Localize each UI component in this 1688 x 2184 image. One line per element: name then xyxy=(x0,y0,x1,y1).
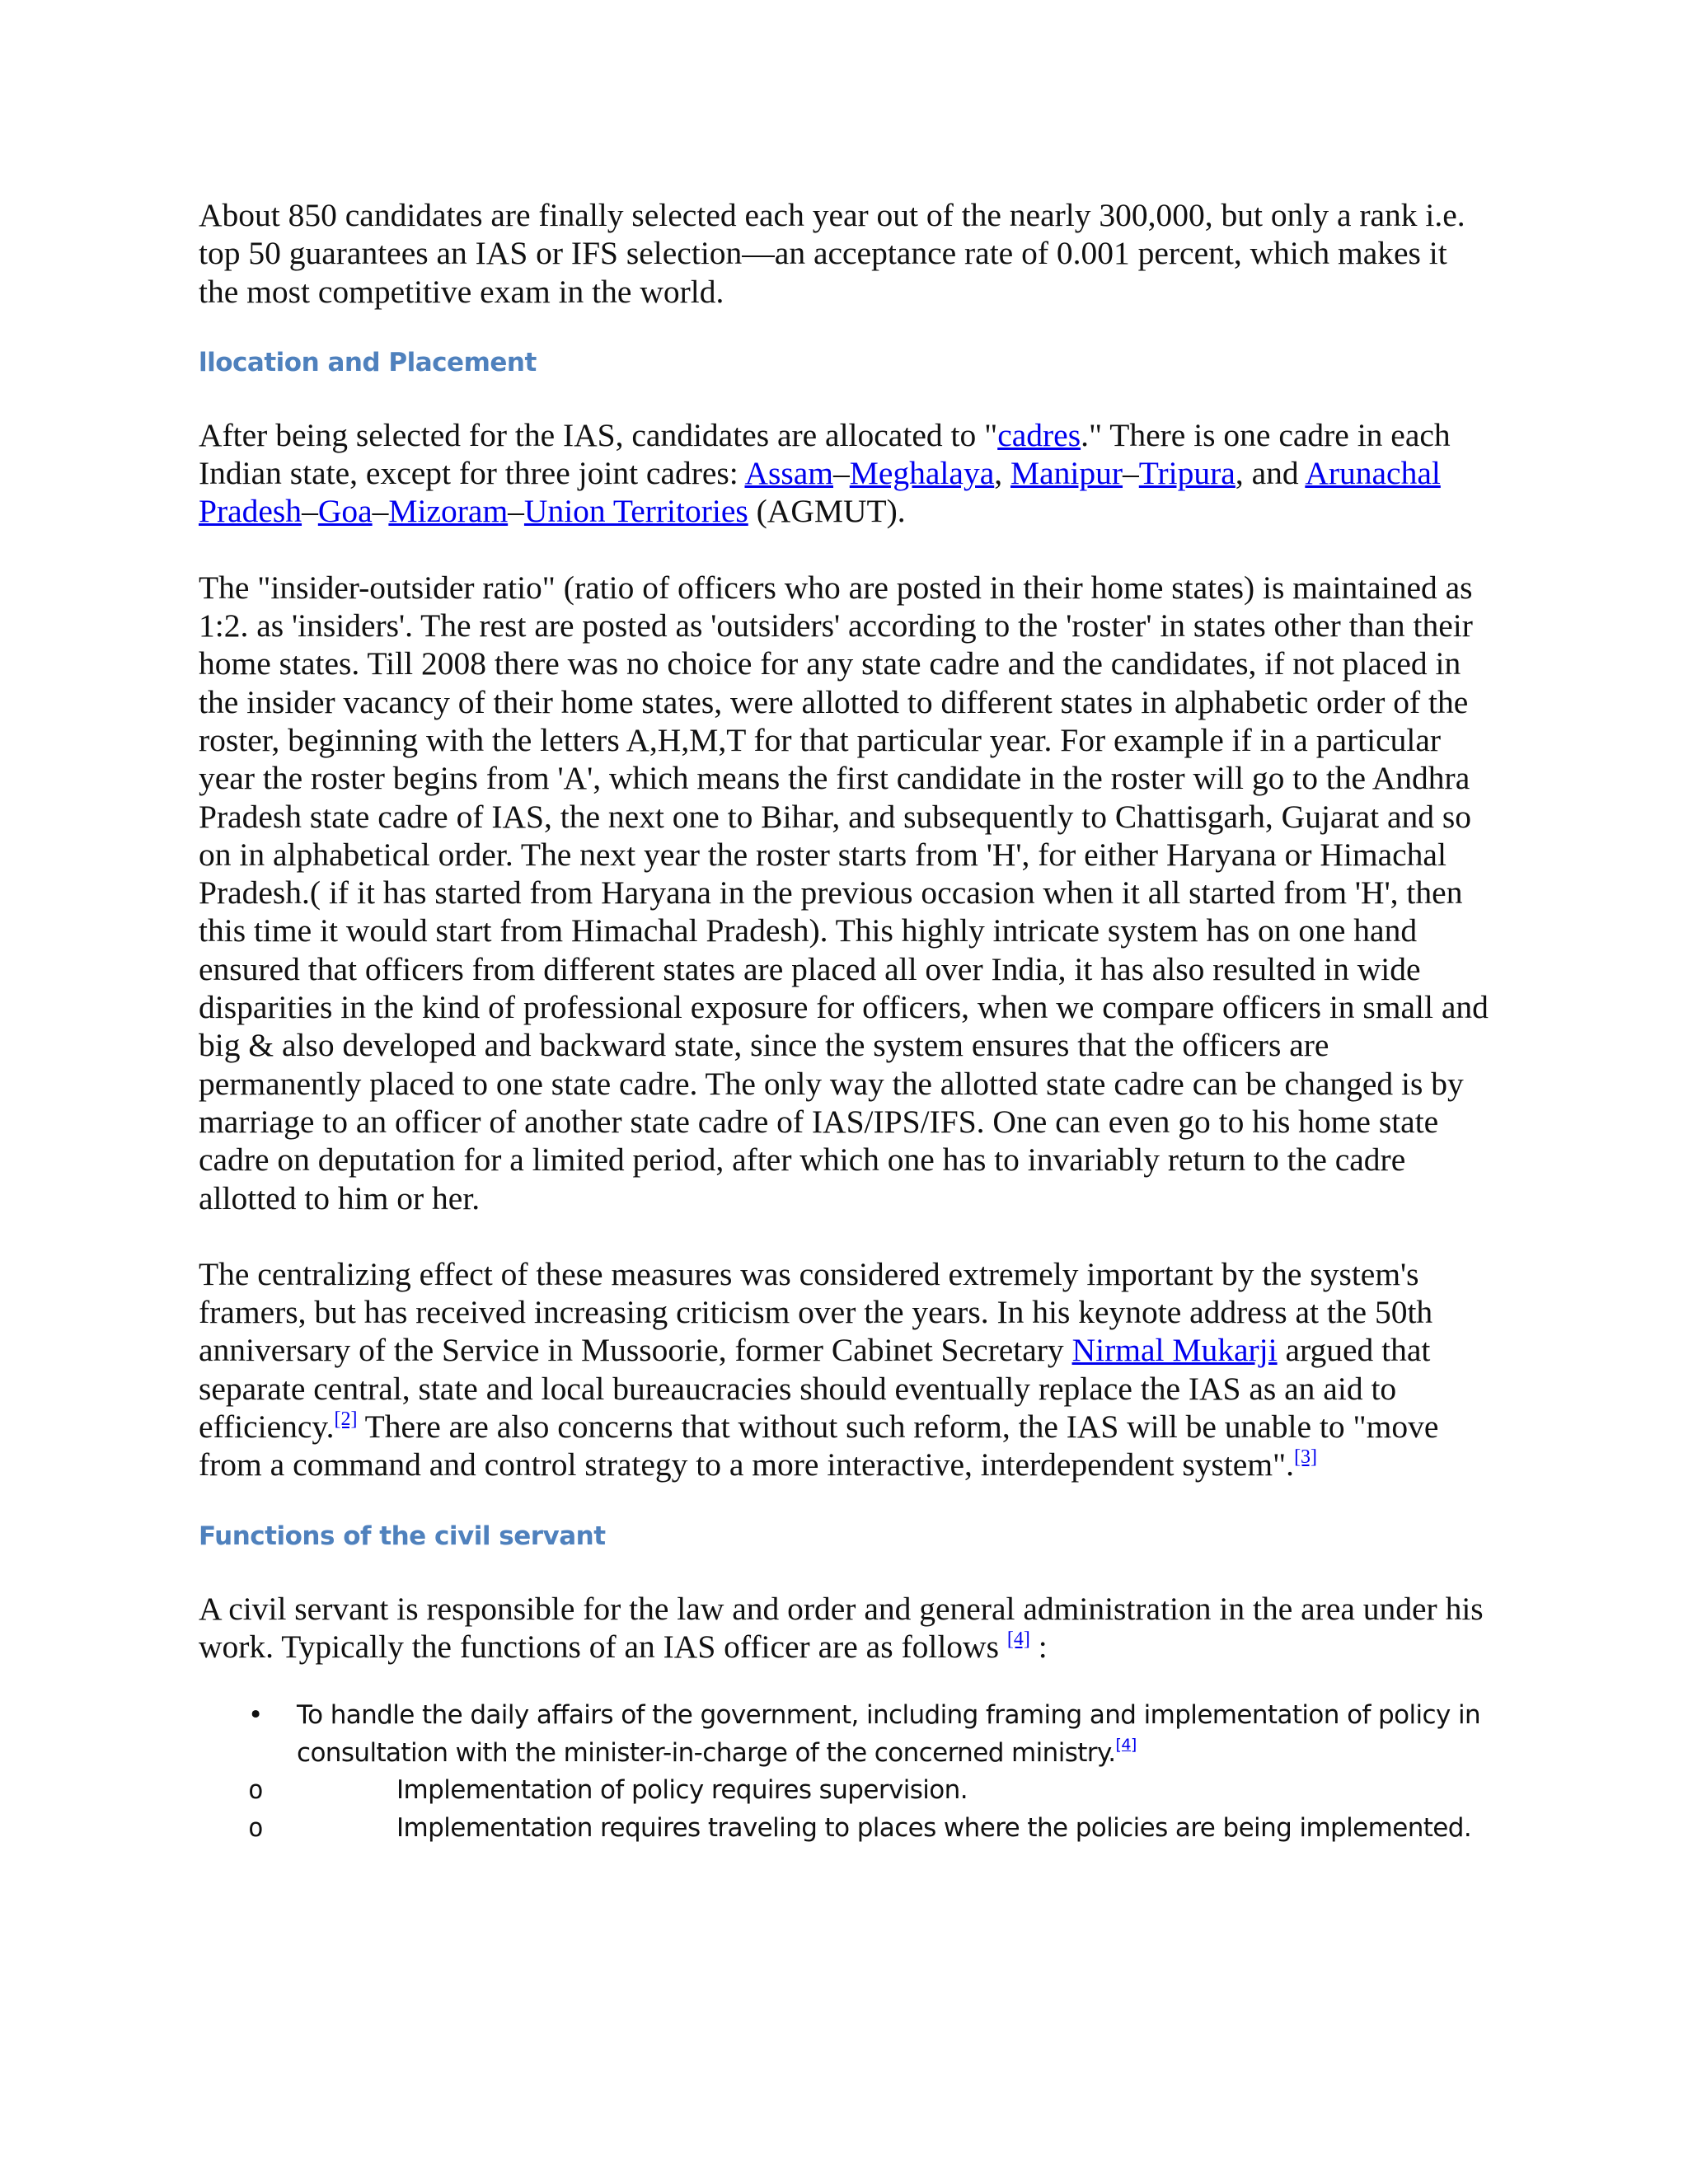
circle-bullet-icon: o xyxy=(248,1812,264,1843)
link-meghalaya[interactable]: Meghalaya xyxy=(849,455,995,492)
reference-3[interactable]: [3] xyxy=(1294,1446,1318,1469)
functions-list xyxy=(199,1697,1493,1847)
reference-2[interactable]: [2] xyxy=(334,1408,358,1431)
reference-4[interactable]: [4] xyxy=(1006,1628,1030,1650)
list-item: • To handle the daily affairs of the government, including framing and implementation of policy in consultation with the minister-in-charge of the concerned ministry.[4] o Implementation of policy requires supervision. o Implementation requires traveling to places where the policies are being implemented. xyxy=(199,1697,1493,1847)
circle-bullet-icon: o xyxy=(248,1775,264,1806)
reference-4-list[interactable]: [4] xyxy=(1115,1735,1137,1754)
link-cadres[interactable]: cadres xyxy=(997,416,1081,453)
paragraph-cadres: After being selected for the IAS, candidates are allocated to "cadres." There is one cadre in each Indian state, except for three joint cadres: Assam–Meghalaya, Manipur–Tripura, and Arunachal Pradesh–Goa–Mizoram–Union Territories (AGMUT). xyxy=(199,416,1451,530)
link-arunachal-pradesh[interactable]: Arunachal Pradesh xyxy=(199,455,1441,530)
paragraph-centralizing-effect: The centralizing effect of these measures was considered extremely important by the system's framers, but has received increasing criticism over the years. In his keynote address at the 50th anniversary of the Service in Mussoorie, former Cabinet Secretary Nirmal Mukarji argued that separate central, state and local bureaucracies should eventually replace the IAS as an aid to efficiency.[2] There are also concerns that without such reform, the IAS will be unable to "move from a command and control strategy to a more interactive, interdependent system".[3] xyxy=(199,1255,1439,1483)
paragraph-insider-outsider: The "insider-outsider ratio" (ratio of officers who are posted in their home states) is maintained as 1:2. as 'insiders'. The rest are posted as 'outsiders' according to the 'roster' in states other than their home states. Till 2008 there was no choice for any state cadre and the candidates, if not placed in the insider vacancy of their home states, were allotted to different states in alphabetic order of the roster, beginning with the letters A,H,M,T for that particular year. For example if in a particular year the roster begins from 'A', which means the first candidate in the roster will go to the Andhra Pradesh state cadre of IAS, the next one to Bihar, and subsequently to Chattisgarh, Gujarat and so on in alphabetical order. The next year the roster starts from 'H', for either Haryana or Himachal Pradesh.( if it has started from Haryana in the previous occasion when it all started from 'H', then this time it would start from Himachal Pradesh). This highly intricate system has on one hand ensured that officers from different states are placed all over India, it has also resulted in wide disparities in the kind of professional exposure for officers, when we compare officers in small and big & also developed and backward state, since the system ensures that the officers are permanently placed to one state cadre. The only way the allotted state cadre can be changed is by marriage to an officer of another state cadre of IAS/IPS/IFS. One can even go to his home state cadre on deputation for a limited period, after which one has to invariably return to the cadre allotted to him or her. xyxy=(199,569,1489,1216)
sub-list-item: o Implementation requires traveling to places where the policies are being implemented. xyxy=(199,1810,1493,1848)
link-mizoram[interactable]: Mizoram xyxy=(388,493,509,530)
link-tripura[interactable]: Tripura xyxy=(1138,455,1236,492)
link-goa[interactable]: Goa xyxy=(317,493,373,530)
link-manipur[interactable]: Manipur xyxy=(1010,455,1123,492)
link-union-territories[interactable]: Union Territories xyxy=(523,493,748,530)
bullet-icon: • xyxy=(248,1700,263,1731)
paragraph-civil-servant-responsibility: A civil servant is responsible for the law and order and general administration in the area under his work. Typically the functions of an IAS officer are as follows [4] : xyxy=(199,1590,1484,1665)
link-assam[interactable]: Assam xyxy=(744,455,833,492)
link-nirmal-mukarji[interactable]: Nirmal Mukarji xyxy=(1071,1332,1278,1369)
document-page xyxy=(199,196,1493,1847)
sub-list xyxy=(248,1772,1493,1847)
paragraph-selection-stats: About 850 candidates are finally selected each year out of the nearly 300,000, but only a rank i.e. top 50 guarantees an IAS or IFS selection—an acceptance rate of 0.001 percent, which makes it the most competitive exam in the world. xyxy=(199,197,1465,310)
sub-list-item: o Implementation of policy requires supervision. xyxy=(199,1772,1493,1810)
heading-allocation-placement: llocation and Placement xyxy=(199,347,537,377)
heading-functions-civil-servant: Functions of the civil servant xyxy=(199,1521,606,1551)
